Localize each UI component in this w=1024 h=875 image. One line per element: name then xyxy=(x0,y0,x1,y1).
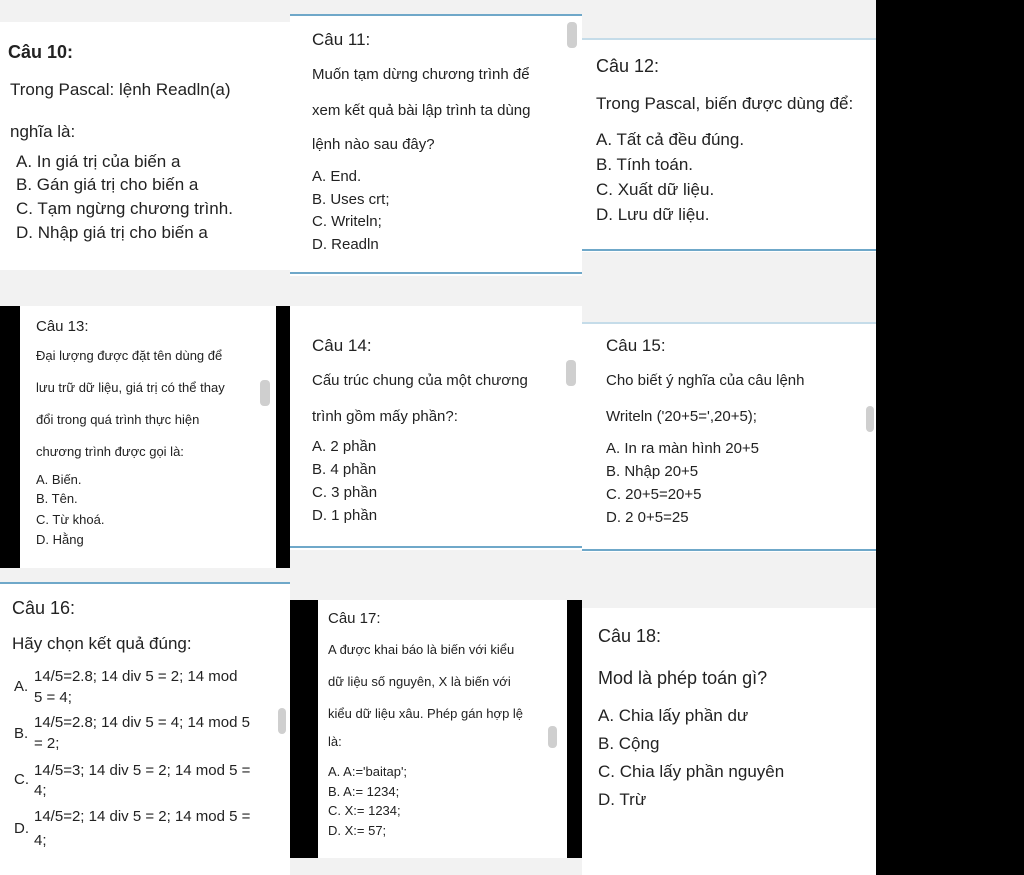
question-card-15 xyxy=(582,322,876,552)
option-text-line: 4; xyxy=(34,782,47,799)
question-text-line: Cho biết ý nghĩa của câu lệnh xyxy=(606,372,805,389)
question-card-18 xyxy=(582,608,876,875)
black-side-bar xyxy=(290,600,318,858)
question-title: Câu 12: xyxy=(596,56,660,76)
scrollbar-thumb[interactable] xyxy=(567,22,577,48)
card-top-line xyxy=(582,38,876,40)
answer-option-c[interactable]: C. Xuất dữ liệu. xyxy=(596,180,715,199)
question-text-line: đổi trong quá trình thực hiện xyxy=(36,412,200,427)
option-text-line: 14/5=3; 14 div 5 = 2; 14 mod 5 = xyxy=(34,762,251,779)
question-text-line: lưu trữ dữ liệu, giá trị có thể thay xyxy=(36,380,225,395)
answer-option-b[interactable]: B. 4 phần xyxy=(312,461,377,478)
answer-option-d[interactable]: D. X:= 57; xyxy=(328,823,387,838)
answer-option-a[interactable]: A. 2 phần xyxy=(312,438,377,455)
answer-option-d[interactable]: D. Nhập giá trị cho biến a xyxy=(16,223,208,242)
option-text-line: 14/5=2; 14 div 5 = 2; 14 mod 5 = xyxy=(34,808,251,825)
card-top-line xyxy=(290,14,582,16)
question-card-12 xyxy=(582,38,876,252)
option-letter: B. xyxy=(14,725,29,742)
question-text-line: lệnh nào sau đây? xyxy=(312,136,435,153)
answer-option-c[interactable]: C. 20+5=20+5 xyxy=(606,486,702,503)
question-title: Câu 15: xyxy=(606,336,666,355)
answer-option-c[interactable]: C. X:= 1234; xyxy=(328,803,401,818)
answer-option-d[interactable]: D. Readln xyxy=(312,236,379,253)
scrollbar-thumb[interactable] xyxy=(278,708,286,734)
card-bottom-line xyxy=(290,546,582,548)
answer-option-d[interactable]: D. 1 phần xyxy=(312,507,378,524)
question-text-line: Muốn tạm dừng chương trình để xyxy=(312,66,530,83)
question-card-17 xyxy=(318,600,567,858)
answer-option-a[interactable]: A. In giá trị của biến a xyxy=(16,152,181,171)
black-side-bar xyxy=(0,306,20,568)
question-text-line: xem kết quả bài lập trình ta dùng xyxy=(312,102,531,119)
answer-option-b[interactable]: B. Gán giá trị cho biến a xyxy=(16,175,199,194)
question-text-line: Mod là phép toán gì? xyxy=(598,668,768,688)
scrollbar-thumb[interactable] xyxy=(548,726,557,748)
answer-option-b[interactable]: B. Nhập 20+5 xyxy=(606,463,699,480)
answer-option-d[interactable]: D. Trừ xyxy=(598,790,647,809)
answer-option-d[interactable]: D. Lưu dữ liệu. xyxy=(596,205,710,224)
answer-option-b[interactable]: B. Cộng xyxy=(598,734,660,753)
answer-option-b[interactable]: B. Tên. xyxy=(36,491,78,506)
question-text-line: Đại lượng được đặt tên dùng để xyxy=(36,348,223,363)
question-text-line: chương trình được gọi là: xyxy=(36,444,184,459)
black-side-bar xyxy=(276,306,290,568)
scrollbar-thumb[interactable] xyxy=(260,380,270,406)
scrollbar-thumb[interactable] xyxy=(566,360,576,386)
question-text-line: Trong Pascal, biến được dùng để: xyxy=(596,94,854,113)
answer-option-a[interactable]: A. Tất cả đều đúng. xyxy=(596,130,745,149)
option-text-line: 14/5=2.8; 14 div 5 = 4; 14 mod 5 xyxy=(34,714,250,731)
card-bottom-line xyxy=(582,549,876,551)
question-text-line: dữ liệu số nguyên, X là biến với xyxy=(328,674,511,689)
answer-option-b[interactable]: B. A:= 1234; xyxy=(328,784,400,799)
option-text-line: 4; xyxy=(34,832,47,849)
question-text-line: Cấu trúc chung của một chương xyxy=(312,372,528,389)
question-card-16 xyxy=(0,582,290,875)
question-text-line: trình gồm mấy phần?: xyxy=(312,408,458,425)
answer-option-b[interactable]: B. Tính toán. xyxy=(596,155,694,174)
question-title: Câu 11: xyxy=(312,30,371,49)
question-text-line: Trong Pascal: lệnh Readln(a) xyxy=(10,80,231,99)
option-text-line: 5 = 4; xyxy=(34,689,72,706)
answer-option-d[interactable]: D. Hằng xyxy=(36,532,84,547)
question-text-line: là: xyxy=(328,734,342,749)
card-bottom-line xyxy=(582,249,876,251)
question-title: Câu 14: xyxy=(312,336,372,355)
option-text-line: = 2; xyxy=(34,735,60,752)
answer-option-a[interactable]: A. Biến. xyxy=(36,472,82,487)
answer-option-a[interactable]: A. A:='baitap'; xyxy=(328,764,408,779)
question-title: Câu 10: xyxy=(8,42,74,62)
question-card-10 xyxy=(0,22,290,270)
answer-option-a[interactable]: A. In ra màn hình 20+5 xyxy=(606,440,760,457)
option-letter: A. xyxy=(14,678,29,695)
question-title: Câu 16: xyxy=(12,598,76,618)
card-bottom-line xyxy=(290,272,582,274)
answer-option-c[interactable]: C. Chia lấy phần nguyên xyxy=(598,762,785,781)
answer-option-c[interactable]: C. Writeln; xyxy=(312,213,382,230)
option-letter: D. xyxy=(14,820,29,837)
card-top-line xyxy=(0,582,290,584)
question-title: Câu 18: xyxy=(598,626,662,646)
question-card-13 xyxy=(20,306,276,568)
question-card-14 xyxy=(290,306,582,550)
right-black-panel xyxy=(876,0,1024,875)
answer-option-a[interactable]: A. End. xyxy=(312,168,362,185)
option-text-line: 14/5=2.8; 14 div 5 = 2; 14 mod xyxy=(34,668,238,685)
question-text-line: A được khai báo là biến với kiểu xyxy=(328,642,515,657)
answer-option-d[interactable]: D. 2 0+5=25 xyxy=(606,509,689,526)
question-text-line: kiểu dữ liệu xâu. Phép gán hợp lệ xyxy=(328,706,524,721)
answer-option-c[interactable]: C. Từ khoá. xyxy=(36,512,105,527)
answer-option-c[interactable]: C. 3 phần xyxy=(312,484,378,501)
question-title: Câu 13: xyxy=(36,318,89,335)
question-text-line: nghĩa là: xyxy=(10,122,76,141)
question-card-11 xyxy=(290,14,582,276)
card-top-line xyxy=(582,322,876,324)
question-text-line: Hãy chọn kết quả đúng: xyxy=(12,634,192,653)
answer-option-b[interactable]: B. Uses crt; xyxy=(312,191,390,208)
question-title: Câu 17: xyxy=(328,610,381,627)
black-side-bar xyxy=(567,600,582,858)
option-letter: C. xyxy=(14,771,29,788)
answer-option-a[interactable]: A. Chia lấy phần dư xyxy=(598,706,749,725)
scrollbar-thumb[interactable] xyxy=(866,406,874,432)
question-text-line: Writeln ('20+5=',20+5); xyxy=(606,408,757,425)
answer-option-c[interactable]: C. Tạm ngừng chương trình. xyxy=(16,199,233,218)
